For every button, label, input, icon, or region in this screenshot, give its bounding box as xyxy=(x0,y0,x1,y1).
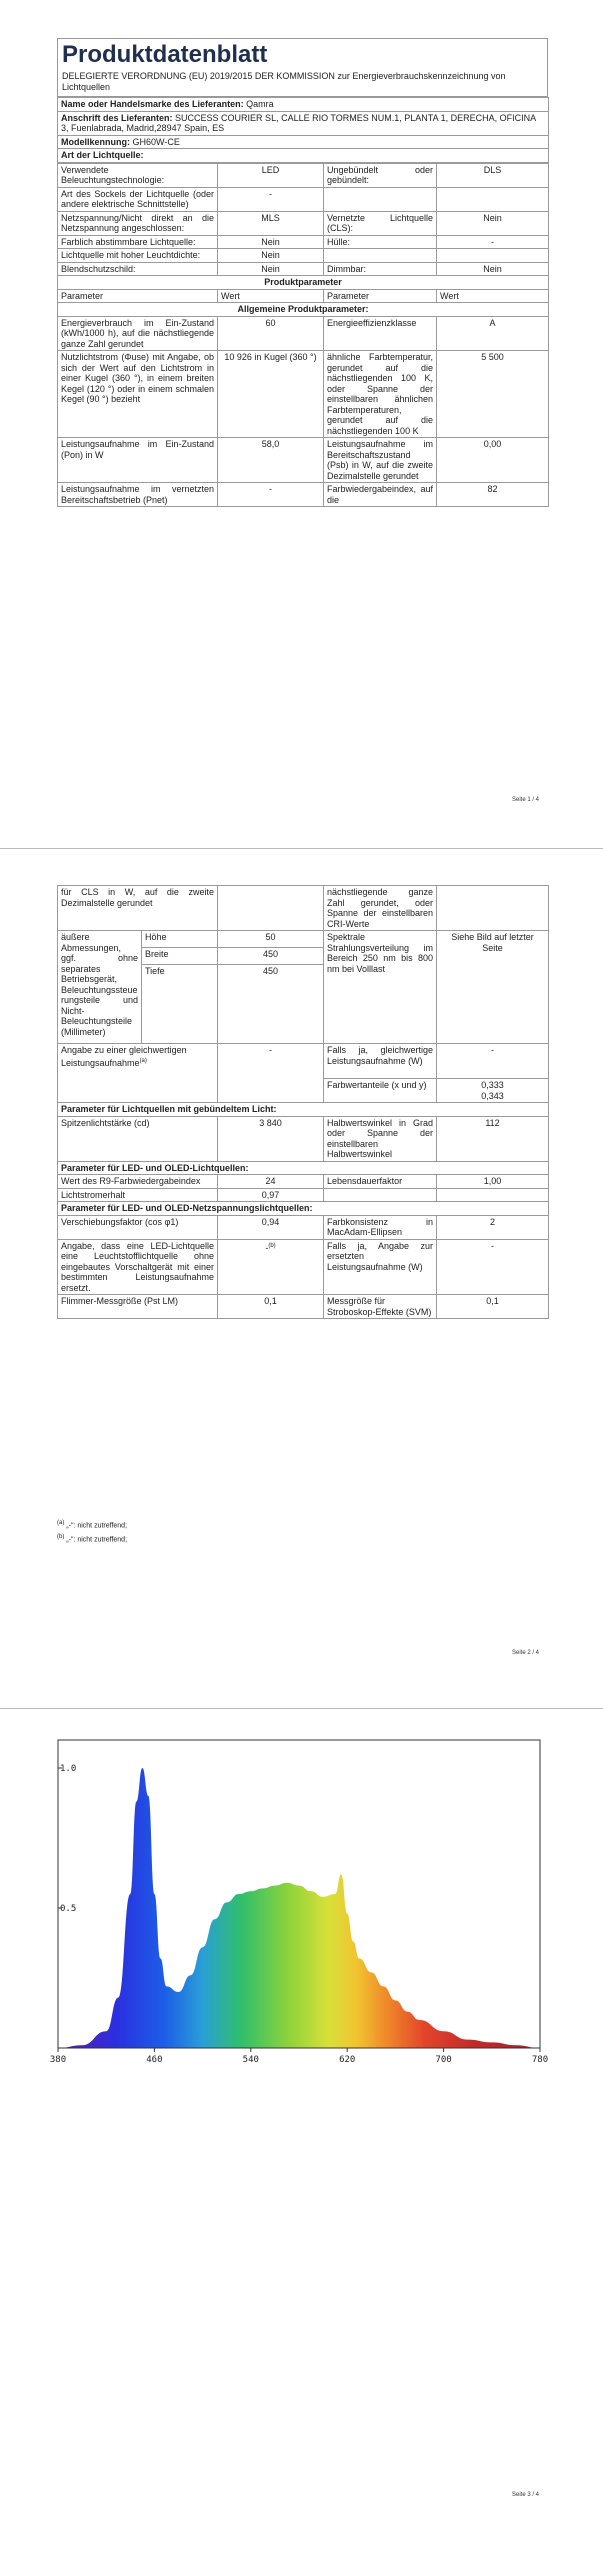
ls-l1-4: Lichtquelle mit hoher Leuchtdichte: xyxy=(58,249,218,263)
gen-l2-3: Farbwiedergabeindex, auf die xyxy=(324,483,437,507)
col-value-1: Wert xyxy=(218,289,324,303)
ls-l2-1 xyxy=(324,187,437,211)
supplier-row xyxy=(58,98,549,112)
equiv-value: - xyxy=(218,1044,324,1103)
supplier-label: Name oder Handelsmarke des Lieferanten: xyxy=(61,99,244,109)
dim-name-0: Höhe xyxy=(142,931,218,948)
x-tick-label: 540 xyxy=(242,2055,259,2065)
colcons-label: Farbkonsistenz in MacAdam-Ellipsen xyxy=(324,1215,437,1239)
gen-v2-1: 5 500 xyxy=(437,351,549,438)
peak-value: 3 840 xyxy=(218,1116,324,1161)
equiv-row: Angabe zu einer gleichwertigen Leistungsaufnahme$^{(a)}$ xyxy=(58,1044,218,1103)
gen-l2-0: Energieeffizienzklasse xyxy=(324,316,437,351)
supplier-table xyxy=(57,97,549,163)
general-param-row xyxy=(58,483,549,507)
spectral-value: Siehe Bild auf letzter Seite xyxy=(437,931,549,1044)
replace-r-value: - xyxy=(437,1239,549,1295)
address-label: Anschrift des Lieferanten: xyxy=(61,112,173,123)
dims-label: äußere Abmessungen, ggf. ohne separates Betriebsgerät, Beleuchtungssteuerungsteile und Nicht-Beleuchtungsteile (Millimeter) xyxy=(58,931,142,1044)
spectral-label: Spektrale Strahlungsverteilung im Bereich 250 nm bis 800 nm bei Volllast xyxy=(324,931,437,1044)
gen-l1-0: Energieverbrauch im Ein-Zustand (kWh/1000 h), auf die nächstliegende ganze Zahl gerundet xyxy=(58,316,218,351)
params-table-cont xyxy=(57,885,549,1319)
gen-v1-2: 58,0 xyxy=(218,438,324,483)
empty-cell xyxy=(437,886,549,931)
ls-v2-0: DLS xyxy=(437,163,549,187)
gen-l1-2: Leistungsaufnahme im Ein-Zustand (Pon) in W xyxy=(58,438,218,483)
footnote-a-text: „-": nicht zutreffend; xyxy=(66,1522,128,1530)
maint-label: Lichtstromerhalt xyxy=(58,1188,218,1202)
r9-value: 24 xyxy=(218,1175,324,1189)
page-1 xyxy=(0,0,603,840)
spectrum-chart xyxy=(0,1710,603,2090)
ls-v2-3: - xyxy=(437,235,549,249)
col-param-1: Parameter xyxy=(58,289,218,303)
ls-l2-0: Ungebündelt oder gebündelt: xyxy=(324,163,437,187)
ls-v2-2: Nein xyxy=(437,211,549,235)
footnote-a: $^{(a)}$ „-": nicht zutreffend; xyxy=(57,1520,128,1530)
gen-l1-3: Leistungsaufnahme im vernetzten Bereitschaftsbetrieb (Pnet) xyxy=(58,483,218,507)
ls-v2-5: Nein xyxy=(437,262,549,276)
x-tick-label: 460 xyxy=(146,2055,163,2065)
replace-value: - xyxy=(265,1242,269,1253)
ls-v1-5: Nein xyxy=(218,262,324,276)
footnote-b: $^{(b)}$ „-": nicht zutreffend; xyxy=(57,1534,128,1544)
replace-label: Angabe, dass eine LED-Lichtquelle eine Leuchtstofflichtquelle ohne eingebautes Vorschaltgerät mit einer bestimmten Leistungsaufnahme ersetzt. xyxy=(58,1239,218,1295)
beam-value: 112 xyxy=(437,1116,549,1161)
gen-v2-0: A xyxy=(437,316,549,351)
spectrum-area xyxy=(58,1768,540,2048)
gen-v2-2: 0,00 xyxy=(437,438,549,483)
document-subtitle: DELEGIERTE VERORDNUNG (EU) 2019/2015 DER KOMMISSION zur Energieverbrauchskennzeichnung von Lichtquellen xyxy=(62,71,506,92)
strobo-label: Messgröße für Stroboskop-Effekte (SVM) xyxy=(324,1295,437,1319)
life-label: Lebensdauerfaktor xyxy=(324,1175,437,1189)
page-2 xyxy=(0,850,603,1680)
dim-value-2: 450 xyxy=(218,965,324,1044)
flicker-value: 0,1 xyxy=(218,1295,324,1319)
empty-cell xyxy=(437,1188,549,1202)
col-param-2: Parameter xyxy=(324,289,437,303)
address-row xyxy=(58,111,549,135)
colcons-value: 2 xyxy=(437,1215,549,1239)
ls-l1-5: Blendschutzschild: xyxy=(58,262,218,276)
gen-v1-1: 10 926 in Kugel (360 °) xyxy=(218,351,324,438)
chroma-value: 0,333 0,343 xyxy=(437,1079,549,1103)
maint-value: 0,97 xyxy=(218,1188,324,1202)
directional-header: Parameter für Lichtquellen mit gebündeltem Licht: xyxy=(58,1103,549,1117)
beam-label: Halbwertswinkel in Grad oder Spanne der einstellbaren Halbwertswinkel xyxy=(324,1116,437,1161)
header-box xyxy=(57,38,548,97)
ls-l2-5: Dimmbar: xyxy=(324,262,437,276)
page-separator xyxy=(0,848,603,849)
y-tick-label: 1.0 xyxy=(60,1764,77,1774)
ls-v2-4 xyxy=(437,249,549,263)
empty-cell xyxy=(218,886,324,931)
light-source-row xyxy=(58,235,549,249)
x-tick-label: 380 xyxy=(49,2055,67,2065)
flicker-label: Flimmer-Messgröße (Pst LM) xyxy=(58,1295,218,1319)
gen-v1-3: - xyxy=(218,483,324,507)
replace-cell: -$^{(b)}$ xyxy=(218,1239,324,1295)
footnote-b-text: „-": nicht zutreffend; xyxy=(66,1536,128,1544)
gen-l1-1: Nutzlichtstrom (Φuse) mit Angabe, ob sich der Wert auf den Lichtstrom in einer Kugel (360 °), in einem breiten Kegel (120 °) oder in einem schmalen Kegel (90 °) bezieht xyxy=(58,351,218,438)
ls-l1-2: Netzspannung/Nicht direkt an die Netzspannung angeschlossen: xyxy=(58,211,218,235)
ls-l2-4 xyxy=(324,249,437,263)
page-footer-2: Seite 2 / 4 xyxy=(512,1650,540,1656)
equiv-r-label: Falls ja, gleichwertige Leistungsaufnahme (W) xyxy=(324,1044,437,1079)
light-source-row xyxy=(58,262,549,276)
light-source-row xyxy=(58,211,549,235)
led-header: Parameter für LED- und OLED-Lichtquellen: xyxy=(58,1161,549,1175)
ls-v1-3: Nein xyxy=(218,235,324,249)
ls-l1-1: Art des Sockels der Lichtquelle (oder andere elektrische Schnittstelle) xyxy=(58,187,218,211)
ls-v1-0: LED xyxy=(218,163,324,187)
col-value-2: Wert xyxy=(437,289,549,303)
ls-l2-3: Hülle: xyxy=(324,235,437,249)
dpf-label: Verschiebungsfaktor (cos φ1) xyxy=(58,1215,218,1239)
page-footer-1: Seite 1 / 4 xyxy=(512,797,540,803)
chroma-label: Farbwertanteile (x und y) xyxy=(324,1079,437,1103)
general-param-row xyxy=(58,316,549,351)
light-source-table xyxy=(57,163,549,508)
light-source-row xyxy=(58,249,549,263)
gen-v2-3: 82 xyxy=(437,483,549,507)
ls-l1-3: Farblich abstimmbare Lichtquelle: xyxy=(58,235,218,249)
r9-label: Wert des R9-Farbwiedergabeindex xyxy=(58,1175,218,1189)
replace-r-label: Falls ja, Angabe zur ersetzten Leistungsaufnahme (W) xyxy=(324,1239,437,1295)
life-value: 1,00 xyxy=(437,1175,549,1189)
mains-header: Parameter für LED- und OLED-Netzspannungslichtquellen: xyxy=(58,1202,549,1216)
page-separator xyxy=(0,1708,603,1709)
ls-l2-2: Vernetzte Lichtquelle (CLS): xyxy=(324,211,437,235)
equiv-r-value: - xyxy=(437,1044,549,1079)
model-label: Modellkennung: xyxy=(61,136,130,147)
equiv-label: Angabe zu einer gleichwertigen Leistungsaufnahme xyxy=(61,1045,187,1068)
ls-v2-1 xyxy=(437,187,549,211)
cont-label-1: für CLS in W, auf die zweite Dezimalstelle gerundet xyxy=(58,886,218,931)
dim-name-2: Tiefe xyxy=(142,965,218,1044)
light-source-header: Art der Lichtquelle: xyxy=(58,149,549,163)
params-header: Produktparameter xyxy=(58,276,549,290)
x-tick-label: 780 xyxy=(531,2055,549,2065)
supplier-value: Qamra xyxy=(246,99,274,109)
page-footer-3: Seite 3 / 4 xyxy=(512,2492,540,2498)
general-param-row xyxy=(58,351,549,438)
model-value: GH60W-CE xyxy=(132,136,180,147)
dim-value-0: 50 xyxy=(218,931,324,948)
document-title: Produktdatenblatt xyxy=(62,41,268,68)
gen-l2-2: Leistungsaufnahme im Bereitschaftszustand (Psb) in W, auf die zweite Dezimalstelle gerundet xyxy=(324,438,437,483)
light-source-row xyxy=(58,163,549,187)
x-tick-label: 700 xyxy=(435,2055,452,2065)
peak-label: Spitzenlichtstärke (cd) xyxy=(58,1116,218,1161)
gen-l2-1: ähnliche Farbtemperatur, gerundet auf die nächstliegenden 100 K, oder Spanne der einstellbaren ähnlichen Farbtemperaturen, gerundet auf die nächstliegenden 100 K xyxy=(324,351,437,438)
light-source-row xyxy=(58,187,549,211)
empty-cell xyxy=(324,1188,437,1202)
x-tick-label: 620 xyxy=(339,2055,356,2065)
general-header: Allgemeine Produktparameter: xyxy=(58,303,549,317)
gen-v1-0: 60 xyxy=(218,316,324,351)
page-3 xyxy=(0,1710,603,2560)
ls-l1-0: Verwendete Beleuchtungstechnologie: xyxy=(58,163,218,187)
dim-name-1: Breite xyxy=(142,948,218,965)
general-param-row xyxy=(58,438,549,483)
ls-v1-2: MLS xyxy=(218,211,324,235)
ls-v1-1: - xyxy=(218,187,324,211)
dim-value-1: 450 xyxy=(218,948,324,965)
address-value: SUCCESS COURIER SL, CALLE RIO TORMES NUM.1, PLANTA 1, DERECHA, OFICINA 3, Fuenlabrada, Madrid,28947 Spain, ES xyxy=(61,112,536,133)
cont-label-2: nächstliegende ganze Zahl gerundet, oder Spanne der einstellbaren CRI-Werte xyxy=(324,886,437,931)
strobo-value: 0,1 xyxy=(437,1295,549,1319)
y-tick-label: 0.5 xyxy=(60,1904,77,1914)
ls-v1-4: Nein xyxy=(218,249,324,263)
dpf-value: 0,94 xyxy=(218,1215,324,1239)
model-row xyxy=(58,135,549,149)
